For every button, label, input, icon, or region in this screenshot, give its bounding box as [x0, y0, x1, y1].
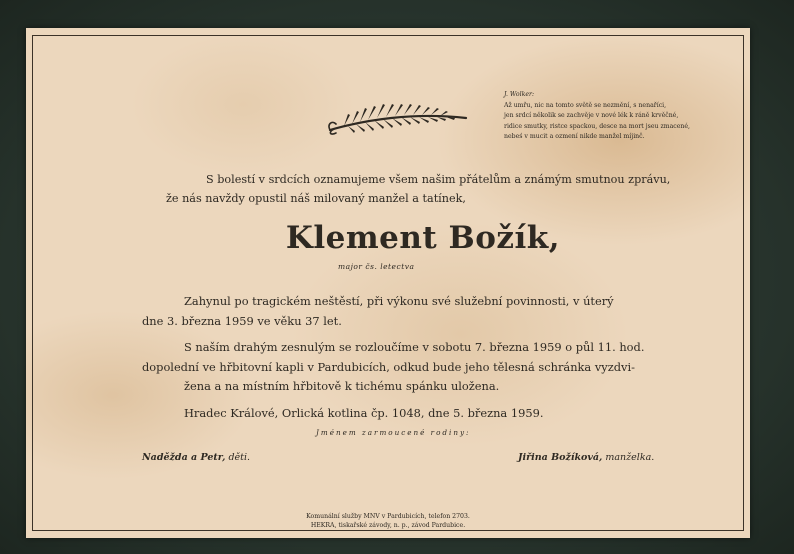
body-line: Hradec Králové, Orlická kotlina čp. 1048, dne 5. března 1959. [184, 405, 544, 420]
deceased-rank: major čs. letectva [338, 262, 415, 271]
printer-line: Komunální služby MNV v Pardubicích, telefon 2703. [306, 513, 470, 520]
quote-line: ridice smutky, ristce spackou, desce na mort jseu zmacené, [504, 122, 691, 130]
mourner-children-names: Naděžda a Petr, [142, 452, 226, 463]
quote-line: nebeś v mucit a ozmení nikde manžel míjinč. [504, 133, 645, 140]
quote-line: Až umřu, nic na tomto světě se nezmění, s nenaříci, [504, 101, 667, 109]
deceased-name: Klement Božík, [285, 220, 561, 256]
body-line: žena a na místním hřbitově k tichému spánku uložena. [184, 379, 500, 393]
printer-imprint [26, 512, 750, 530]
quote-author: J. Wolker: [504, 91, 535, 98]
body-line: dne 3. března 1959 ve věku 37 let. [142, 313, 342, 328]
mourner-wife [518, 452, 654, 463]
mourner-children [142, 452, 250, 463]
palm-branch-icon [324, 96, 470, 136]
poem-quote [504, 90, 724, 143]
printer-line: HEKRA, tiskařské závody, n. p., závod Pardubice. [310, 522, 466, 529]
body-line: S naším drahým zesnulým se rozloučíme v sobotu 7. března 1959 o půl 11. hod. [184, 340, 645, 354]
mourner-wife-name: Jiřina Božíková, [518, 452, 603, 463]
body-line: dopolední ve hřbitovní kapli v Pardubicích, odkud bude jeho tělesná schránka vyzdvi- [142, 359, 635, 374]
intro-line: že nás navždy opustil náš milovaný manžel a tatínek, [166, 192, 466, 205]
quote-line: jen srdcí několik se zachvěje v nové lék k ráně krvěčné, [504, 112, 679, 119]
mourners-heading: Jménem zarmoucené rodiny: [316, 428, 471, 437]
obituary-card [26, 28, 750, 538]
intro-line: S bolestí v srdcích oznamujeme všem našim přátelům a známým smutnou zprávu, [206, 173, 671, 186]
announcement-intro [166, 170, 670, 208]
body-line: Zahynul po tragickém neštěstí, při výkonu své služební povinnosti, v úterý [184, 294, 614, 308]
mourner-wife-role: manželka. [602, 452, 655, 463]
announcement-body [142, 292, 644, 423]
mourner-children-role: děti. [225, 452, 251, 463]
